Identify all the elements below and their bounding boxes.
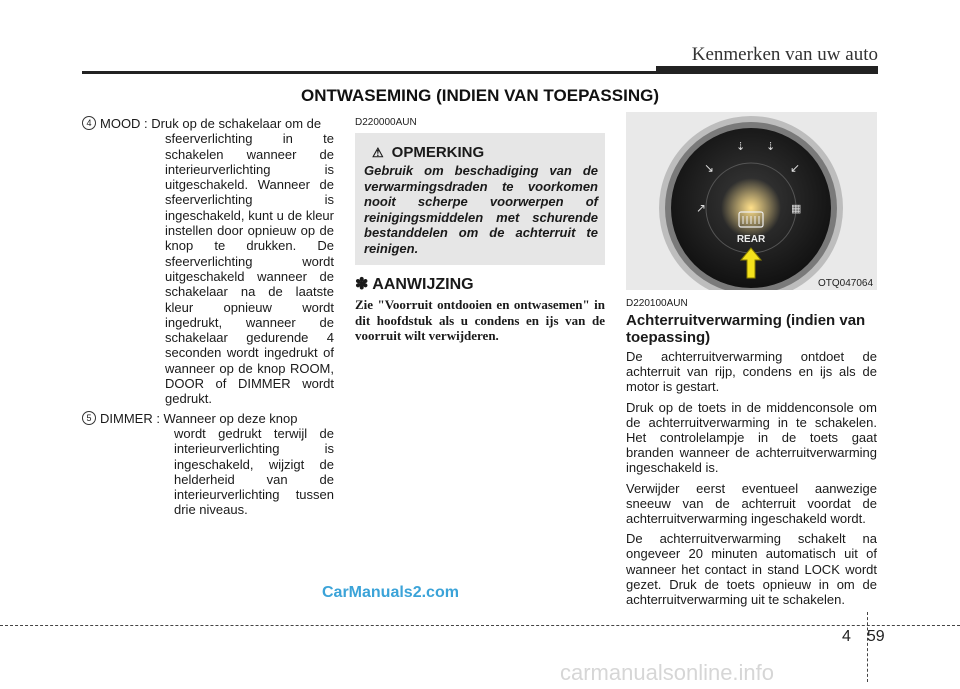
page-separator — [867, 612, 868, 682]
svg-text:↙: ↙ — [790, 161, 801, 175]
svg-text:▦: ▦ — [791, 203, 802, 215]
right-body — [626, 349, 877, 612]
warning-triangle-icon: ⚠ — [372, 145, 384, 160]
number-5-icon: 5 — [82, 411, 96, 425]
page-number-value: 59 — [866, 628, 885, 645]
page-number — [842, 628, 885, 646]
dimmer-item — [82, 411, 334, 518]
chapter-number: 4 — [842, 628, 851, 645]
note-title: ✽ AANWIJZING — [355, 276, 474, 293]
number-4-icon: 4 — [82, 116, 96, 130]
site-watermark: carmanualsonline.info — [560, 660, 775, 685]
svg-text:↗: ↗ — [696, 201, 707, 215]
svg-text:↘: ↘ — [704, 161, 715, 175]
dimmer-text: wordt gedrukt terwijl de interieurverlichting is ingeschakeld, wijzigt de helderheid van de interieurverlichting tussen drie niveaus. — [174, 425, 334, 518]
warning-title — [372, 144, 484, 161]
right-paragraph: Druk op de toets in de middenconsole om de achterruitverwarming in te schakelen. Het controlelampje in de toets gaat branden wanneer de achterruitverwarming ingeschakeld is. — [626, 399, 877, 476]
svg-text:⇣: ⇣ — [766, 141, 776, 153]
section-title: ONTWASEMING (INDIEN VAN TOEPASSING) — [301, 86, 659, 105]
dimmer-head: DIMMER : Wanneer op deze knop — [100, 410, 298, 426]
rear-label: REAR — [736, 234, 766, 245]
right-paragraph: De achterruitverwarming ontdoet de achterruit van rijp, condens en ijs als de motor is gestart. — [626, 349, 877, 395]
right-section-code: D220100AUN — [626, 298, 688, 309]
image-code: OTQ047064 — [818, 278, 874, 289]
warning-title-text: OPMERKING — [391, 144, 485, 161]
footer-rule — [0, 625, 960, 626]
mood-text: sfeerverlichting in te schakelen wanneer de interieurverlichting is uitgeschakeld. Wanneer de sfeerverlichting is ingeschakeld, kunt u de kleur instellen door opnieuw op de knop te drukken. De sfeerverlichting wordt uitgeschakeld wanneer de schakelaar na de laatste kleur opnieuw wordt ingedrukt, wanneer de schakelaar gedurende 4 seconden wordt ingedrukt of wanneer op de knop ROOM, DOOR of DIMMER wordt gedrukt. — [165, 131, 334, 407]
right-paragraph: Verwijder eerst eventueel aanwezige sneeuw van de achterruit voordat de achterruitverwarming ingeschakeld wordt. — [626, 480, 877, 527]
mood-item — [82, 116, 334, 407]
section-code: D220000AUN — [355, 117, 417, 128]
header-tab-bar — [656, 66, 878, 74]
left-column — [82, 116, 334, 518]
warning-text: Gebruik om beschadiging van de verwarmingsdraden te voorkomen nooit scherpe voorwerpen of reinigingsmiddelen met schurende bestanddelen om de achterruit te reinigen. — [364, 163, 598, 256]
header-title: Kenmerken van uw auto — [691, 44, 878, 65]
right-paragraph: De achterruitverwarming schakelt na ongeveer 20 minuten automatisch uit of wanneer het contact in stand LOCK wordt gezet. Druk de toets opnieuw in om de achterruitverwarming uit te schakelen. — [626, 531, 877, 608]
rear-defroster-illustration — [626, 112, 877, 290]
watermark-link[interactable]: CarManuals2.com — [322, 584, 459, 601]
svg-text:⇣: ⇣ — [736, 141, 746, 153]
right-heading: Achterruitverwarming (indien van toepassing) — [626, 312, 866, 346]
note-text: Zie "Voorruit ontdooien en ontwasemen" in dit hoofdstuk als u condens en ijs van de voorruit wilt verwijderen. — [355, 297, 605, 344]
mood-head: MOOD : Druk op de schakelaar om de — [100, 116, 322, 131]
control-knob-graphic — [626, 112, 877, 290]
